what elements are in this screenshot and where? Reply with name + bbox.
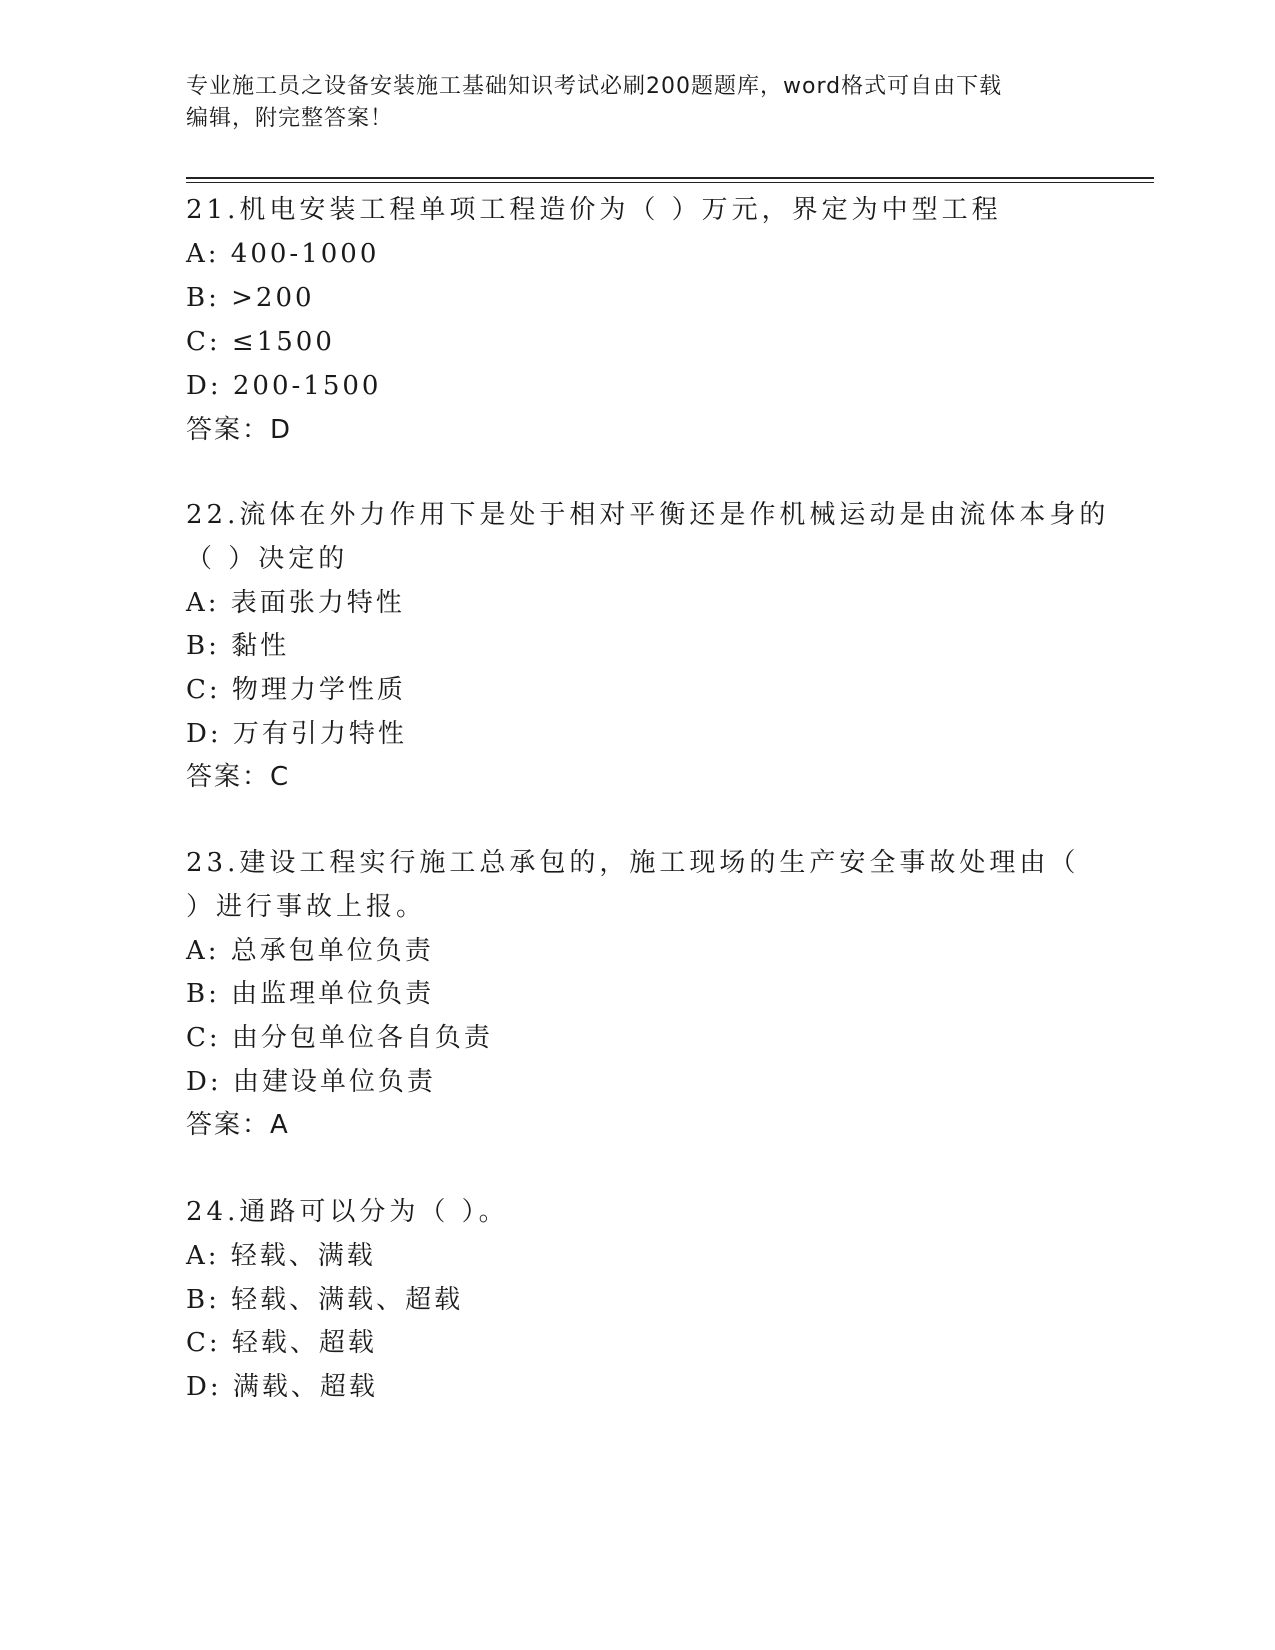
question-23-stem-line-2: ）进行事故上报。 [186, 892, 427, 922]
question-21-stem-line-1: 21.机电安装工程单项工程造价为（ ）万元，界定为中型工程 [186, 195, 1002, 225]
question-22-stem-line-1: 22.流体在外力作用下是处于相对平衡还是作机械运动是由流体本身的 [186, 500, 1110, 530]
header-divider-thin [186, 182, 1154, 183]
question-21-answer: 答案：D [186, 415, 293, 445]
question-21-option-b: B: >200 [186, 283, 315, 313]
question-23-option-b: B: 由监理单位负责 [186, 979, 435, 1009]
question-21-option-d: D: 200-1500 [186, 371, 382, 401]
question-21-option-a: A: 400-1000 [186, 239, 380, 269]
question-24-option-d: D: 满载、超载 [186, 1372, 378, 1402]
question-23-answer: 答案：A [186, 1110, 290, 1140]
question-24-option-b: B: 轻载、满载、超载 [186, 1285, 464, 1315]
question-23-option-a: A: 总承包单位负责 [186, 936, 434, 966]
document-header-line-2: 编辑，附完整答案！ [186, 106, 394, 131]
question-23-option-d: D: 由建设单位负责 [186, 1067, 436, 1097]
question-21-option-c: C: ≤1500 [186, 327, 335, 357]
question-24-option-c: C: 轻载、超载 [186, 1328, 377, 1358]
question-22-option-a: A: 表面张力特性 [186, 588, 405, 618]
question-22-answer: 答案：C [186, 762, 291, 792]
question-22-stem-line-2: （ ）决定的 [186, 544, 349, 574]
document-header-line-1: 专业施工员之设备安装施工基础知识考试必刷200题题库，word格式可自由下载 [186, 74, 1003, 99]
question-24-option-a: A: 轻载、满载 [186, 1241, 376, 1271]
question-22-option-b: B: 黏性 [186, 631, 290, 661]
header-divider-thick [186, 177, 1154, 179]
question-23-option-c: C: 由分包单位各自负责 [186, 1023, 493, 1053]
question-24-stem-line-1: 24.通路可以分为（ ）。 [186, 1197, 509, 1227]
question-22-option-c: C: 物理力学性质 [186, 675, 406, 705]
question-22-option-d: D: 万有引力特性 [186, 719, 407, 749]
question-23-stem-line-1: 23.建设工程实行施工总承包的，施工现场的生产安全事故处理由（ [186, 848, 1080, 878]
